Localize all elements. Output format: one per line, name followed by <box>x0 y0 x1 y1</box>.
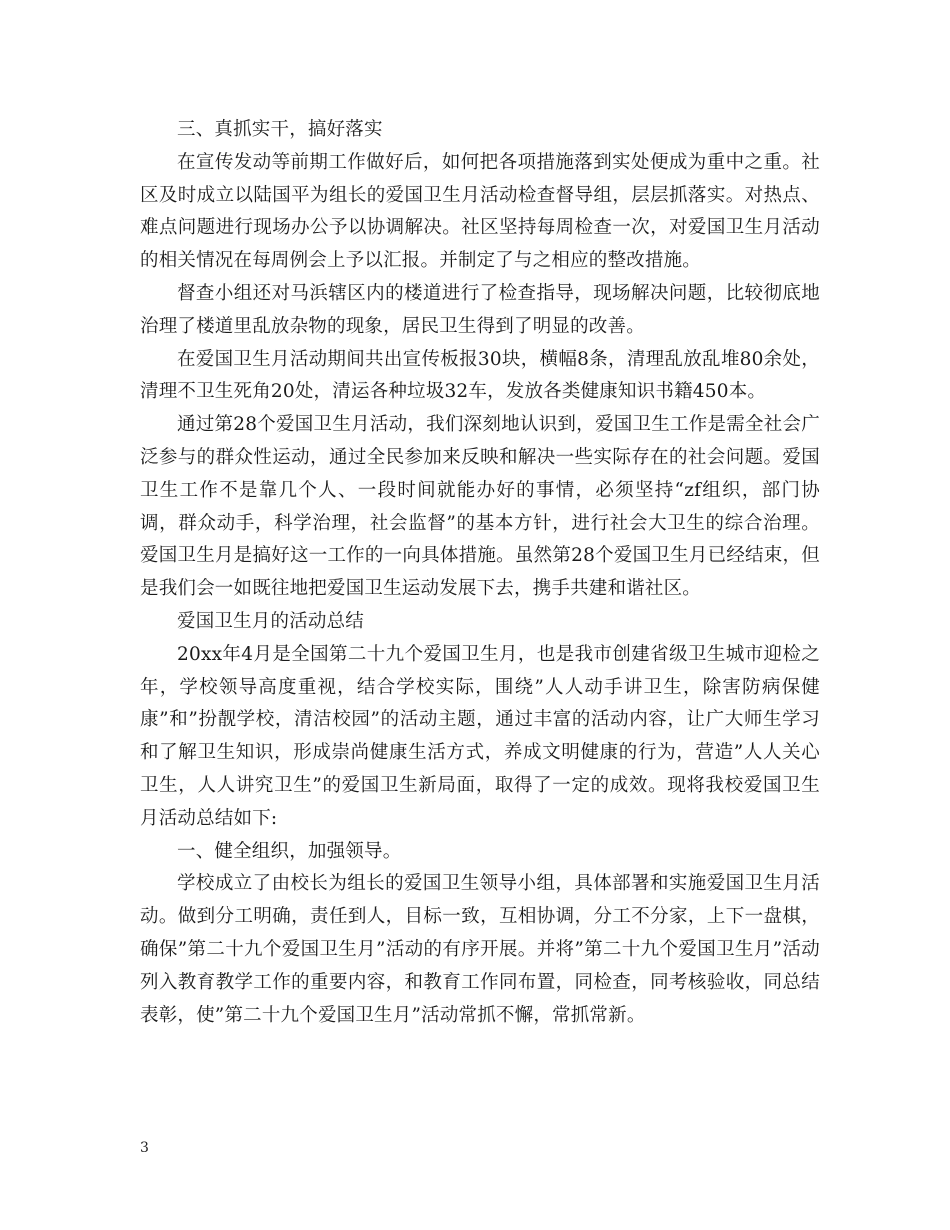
section-heading-organization: 一、健全组织，加强领导。 <box>177 840 402 862</box>
section-title-activity-summary: 爱国卫生月的活动总结 <box>177 610 365 632</box>
paragraph-summary-intro: 20xx年4月是全国第二十九个爱国卫生月，也是我市创建省级卫生城市迎检之年，学校领导高度重视，结合学校实际，围绕”人人动手讲卫生，除害防病保健康”和”扮靓学校，清洁校园”的活动主题，通过丰富的活动内容，让广大师生学习和了解卫生知识，形成崇尚健康生活方式，养成文明健康的行为，营造”人人关心卫生，人人讲究卫生”的爱国卫生新局面，取得了一定的成效。现将我校爱国卫生月活动总结如下: <box>140 643 820 829</box>
document-body <box>140 114 820 1032</box>
page-number: 3 <box>140 1140 149 1156</box>
paragraph-activity-statistics: 在爱国卫生月活动期间共出宣传板报30块，横幅8条，清理乱放乱堆80余处，清理不卫生死角20处，清运各种垃圾32车，发放各类健康知识书籍450本。 <box>140 348 820 403</box>
paragraph-implementation-measures: 在宣传发动等前期工作做好后，如何把各项措施落到实处便成为重中之重。社区及时成立以陆国平为组长的爱国卫生月活动检查督导组，层层抓落实。对热点、难点问题进行现场办公予以协调解决。社区坚持每周检查一次，对爱国卫生月活动的相关情况在每周例会上予以汇报。并制定了与之相应的整改措施。 <box>140 151 820 272</box>
paragraph-conclusion: 通过第28个爱国卫生月活动，我们深刻地认识到，爱国卫生工作是需全社会广泛参与的群众性运动，通过全民参加来反映和解决一些实际存在的社会问题。爱国卫生工作不是靠几个人、一段时间就能办好的事情，必须坚持“zf组织，部门协调，群众动手，科学治理，社会监督”的基本方针，进行社会大卫生的综合治理。爱国卫生月是搞好这一工作的一向具体措施。虽然第28个爱国卫生月已经结束，但是我们会一如既往地把爱国卫生运动发展下去，携手共建和谐社区。 <box>140 414 820 600</box>
paragraph-organization-details: 学校成立了由校长为组长的爱国卫生领导小组，具体部署和实施爱国卫生月活动。做到分工明确，责任到人，目标一致，互相协调，分工不分家，上下一盘棋，确保”第二十九个爱国卫生月”活动的有序开展。并将”第二十九个爱国卫生月”活动列入教育教学工作的重要内容，和教育工作同布置，同检查，同考核验收，同总结表彰，使”第二十九个爱国卫生月”活动常抓不懈，常抓常新。 <box>140 873 820 1026</box>
section-heading-implementation: 三、真抓实干，搞好落实 <box>177 119 383 140</box>
paragraph-corridor-inspection: 督查小组还对马浜辖区内的楼道进行了检查指导，现场解决问题，比较彻底地治理了楼道里乱放杂物的现象，居民卫生得到了明显的改善。 <box>140 282 820 337</box>
